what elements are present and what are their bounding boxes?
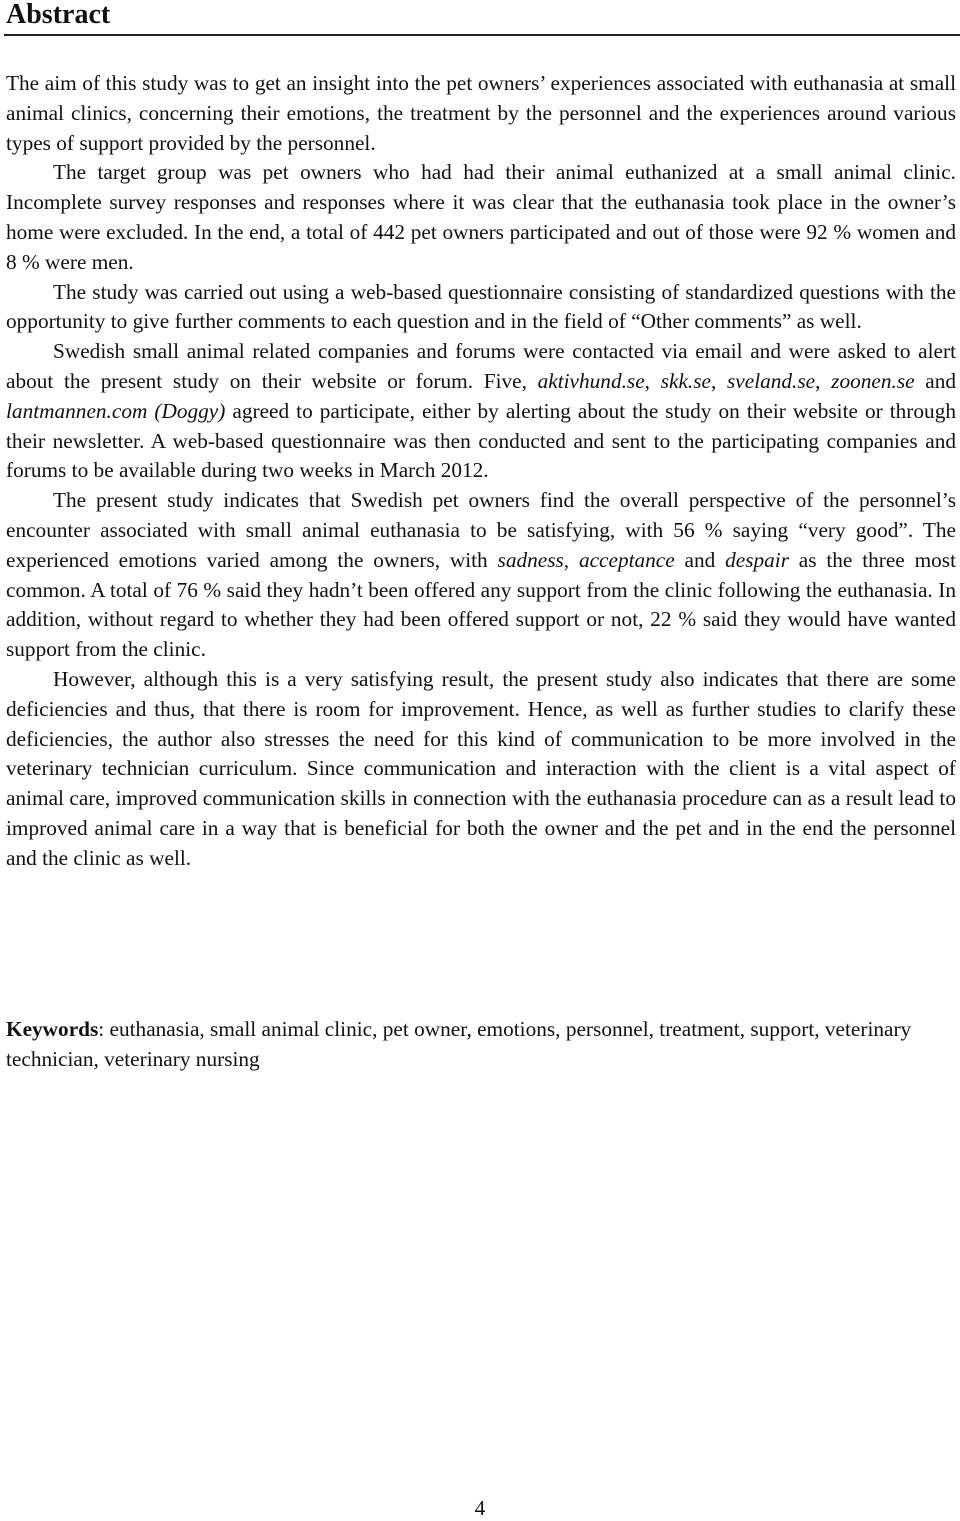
recruitment-text-a: Swedish small animal related companies and forums were contacted via email and were asked to alert about the present study on their website or forum. Five,	[6, 339, 956, 393]
paragraph-method: The study was carried out using a web-based questionnaire consisting of standardized questions with the opportunity to give further comments to each question and in the field of “Other comments” as well.	[6, 279, 956, 334]
paragraph-target-group: The target group was pet owners who had had their animal euthanized at a small animal clinic. Incomplete survey responses and responses where it was clear that the euthanasia took place in the owner’s home were excluded. In the end, a total of 442 pet owners participated and out of those were 92 % women and 8 % were men.	[6, 160, 956, 274]
paragraph-results	[6, 486, 956, 665]
keywords	[6, 1015, 956, 1075]
separator: ,	[710, 368, 727, 393]
site-zoonen: zoonen.se	[831, 368, 915, 393]
separator: ,	[815, 368, 832, 393]
keywords-list: : euthanasia, small animal clinic, pet owner, emotions, personnel, treatment, support, veterinary technician, veterinary nursing	[6, 1017, 912, 1071]
recruitment-text-b: agreed to participate, either by alerting about the study on their website or through their newsletter. A web-based questionnaire was then conducted and sent to the participating companies and forums to be available during two weeks in March 2012.	[6, 398, 956, 483]
emotion-despair: despair	[725, 547, 789, 572]
separator: and	[674, 547, 726, 572]
separator: and	[914, 368, 957, 393]
emotion-acceptance: acceptance	[578, 547, 675, 572]
heading-rule	[4, 34, 960, 36]
paragraph-conclusion: However, although this is a very satisfying result, the present study also indicates that there are some deficiencies and thus, that there is room for improvement. Hence, as well as further studies to clarify these deficiencies, the author also stresses the need for this kind of communication to be more involved in the veterinary technician curriculum. Since communication and interaction with the client is a vital aspect of animal care, improved communication skills in connection with the euthanasia procedure can as a result lead to improved animal care in a way that is beneficial for both the owner and the pet and in the end the personnel and the clinic as well.	[6, 666, 956, 870]
separator: ,	[644, 368, 661, 393]
site-skk: skk.se	[660, 368, 711, 393]
page-number: 4	[474, 1496, 486, 1520]
keywords-label: Keywords	[6, 1017, 99, 1041]
paragraph-recruitment	[6, 337, 956, 486]
separator: ,	[563, 547, 579, 572]
site-aktivhund: aktivhund.se	[537, 368, 645, 393]
abstract-heading: Abstract	[6, 0, 111, 30]
abstract-body	[6, 69, 956, 874]
emotion-sadness: sadness	[497, 547, 564, 572]
site-sveland: sveland.se	[727, 368, 816, 393]
results-text-b: as the three most common. A total of 76 % said they hadn’t been offered any support from the clinic following the euthanasia. In addition, without regard to whether they had been offered support or not, 22 % said they would have wanted support from the clinic.	[6, 547, 956, 662]
results-text-a: The present study indicates that Swedish pet owners find the overall perspective of the personnel’s encounter associated with small animal euthanasia to be satisfying, with 56 % saying “very good”. The experienced emotions varied among the owners, with	[6, 488, 956, 572]
site-lantmannen: lantmannen.com (Doggy)	[6, 398, 226, 423]
paragraph-aim: The aim of this study was to get an insight into the pet owners’ experiences associated with euthanasia at small animal clinics, concerning their emotions, the treatment by the personnel and the experiences around various types of support provided by the personnel.	[6, 71, 956, 155]
